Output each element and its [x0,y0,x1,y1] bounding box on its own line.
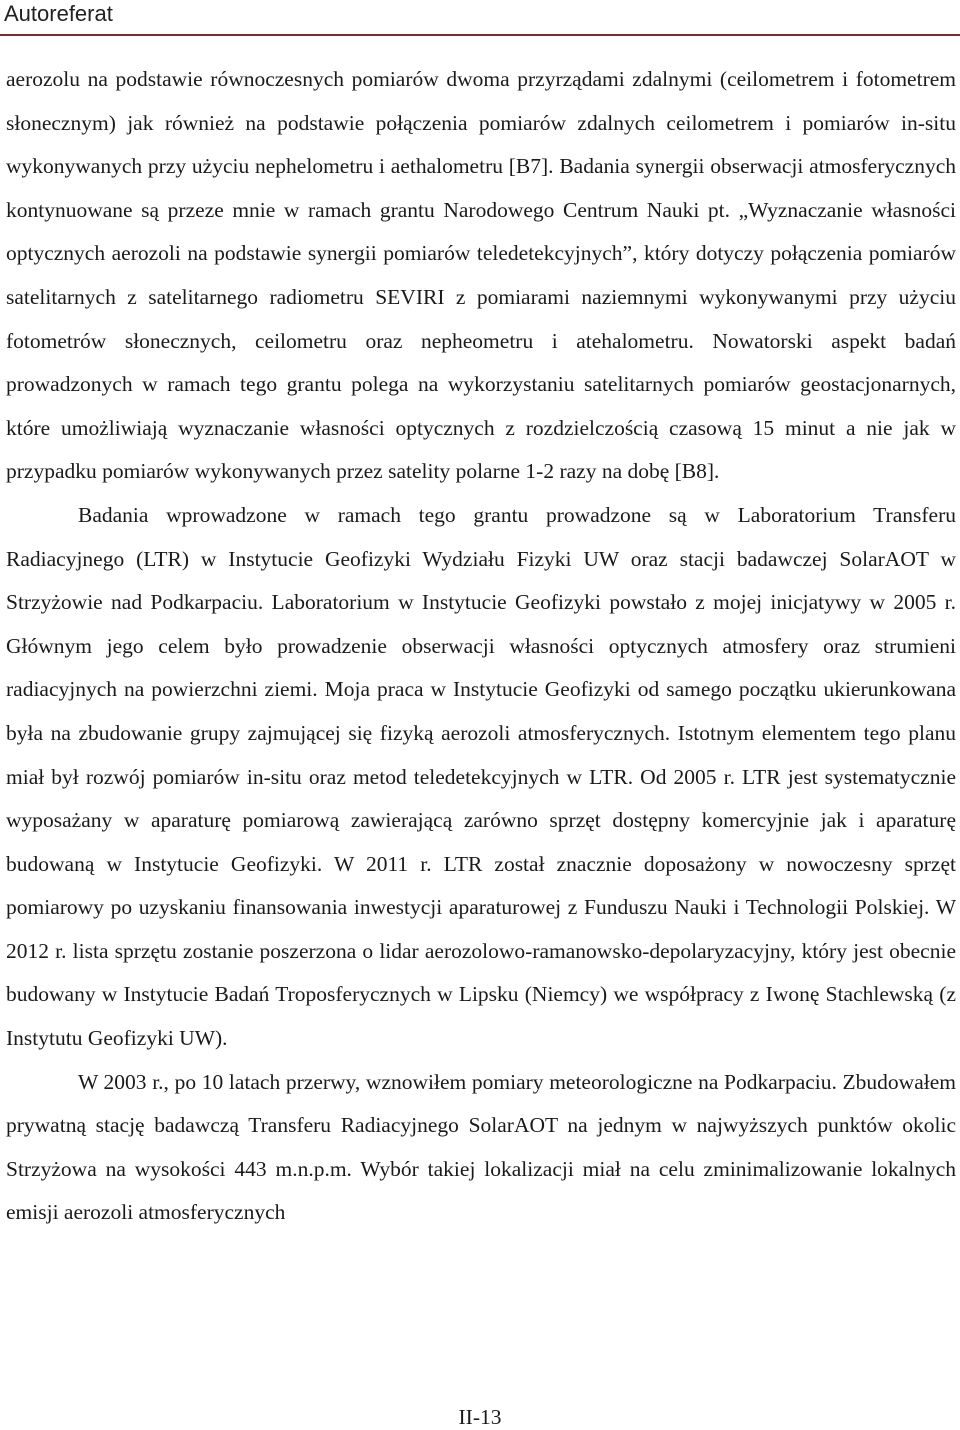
page-number: II-13 [458,1405,502,1429]
running-header [0,0,960,36]
paragraph-2: Badania wprowadzone w ramach tego grantu prowadzone są w Laboratorium Transferu Radiacyjnego (LTR) w Instytucie Geofizyki Wydziału Fizyki UW oraz stacji badawczej SolarAOT w Strzyżowie nad Podkarpaciu. Laboratorium w Instytucie Geofizyki powstało z mojej inicjatywy w 2005 r. Głównym jego celem było prowadzenie obserwacji własności optycznych atmosfery oraz strumieni radiacyjnych na powierzchni ziemi. Moja praca w Instytucie Geofizyki od samego początku ukierunkowana była na zbudowanie grupy zajmującej się fizyką aerozoli atmosferycznych. Istotnym elementem tego planu miał był rozwój pomiarów in-situ oraz metod teledetekcyjnych w LTR. Od 2005 r. LTR jest systematycznie wyposażany w aparaturę pomiarową zawierającą zarówno sprzęt dostępny komercyjnie jak i aparaturę budowaną w Instytucie Geofizyki. W 2011 r. LTR został znacznie doposażony w nowoczesny sprzęt pomiarowy po uzyskaniu finansowania inwestycji aparaturowej z Funduszu Nauki i Technologii Polskiej. W 2012 r. lista sprzętu zostanie poszerzona o lidar aerozolowo-ramanowsko-depolaryzacyjny, który jest obecnie budowany w Instytucie Badań Troposferycznych w Lipsku (Niemcy) we współpracy z Iwonę Stachlewską (z Instytutu Geofizyki UW). [6,502,956,1051]
paragraph-1: aerozolu na podstawie równoczesnych pomiarów dwoma przyrządami zdalnymi (ceilometrem i fotometrem słonecznym) jak również na podstawie połączenia pomiarów zdalnych ceilometrem i pomiarów in-situ wykonywanych przy użyciu nephelometru i aethalometru [B7]. Badania synergii obserwacji atmosferycznych kontynuowane są przeze mnie w ramach grantu Narodowego Centrum Nauki pt. „Wyznaczanie własności optycznych aerozoli na podstawie synergii pomiarów teledetekcyjnych”, który dotyczy połączenia pomiarów satelitarnych z satelitarnego radiometru SEVIRI z pomiarami naziemnymi wykonywanymi przy użyciu fotometrów słonecznych, ceilometru oraz nepheometru i atehalometru. Nowatorski aspekt badań prowadzonych w ramach tego grantu polega na wykorzystaniu satelitarnych pomiarów geostacjonarnych, które umożliwiają wyznaczanie własności optycznych z rozdzielczością czasową 15 minut a nie jak w przypadku pomiarów wykonywanych przez satelity polarne 1-2 razy na dobę [B8]. [6,67,956,484]
running-header-title: Autoreferat [4,1,113,26]
body-text [6,58,956,1235]
paragraph-3: W 2003 r., po 10 latach przerwy, wznowiłem pomiary meteorologiczne na Podkarpaciu. Zbudowałem prywatną stację badawczą Transferu Radiacyjnego SolarAOT na jednym w najwyższych punktów okolic Strzyżowa na wysokości 443 m.n.p.m. Wybór takiej lokalizacji miał na celu zminimalizowanie lokalnych emisji aerozoli atmosferycznych [6,1069,956,1225]
